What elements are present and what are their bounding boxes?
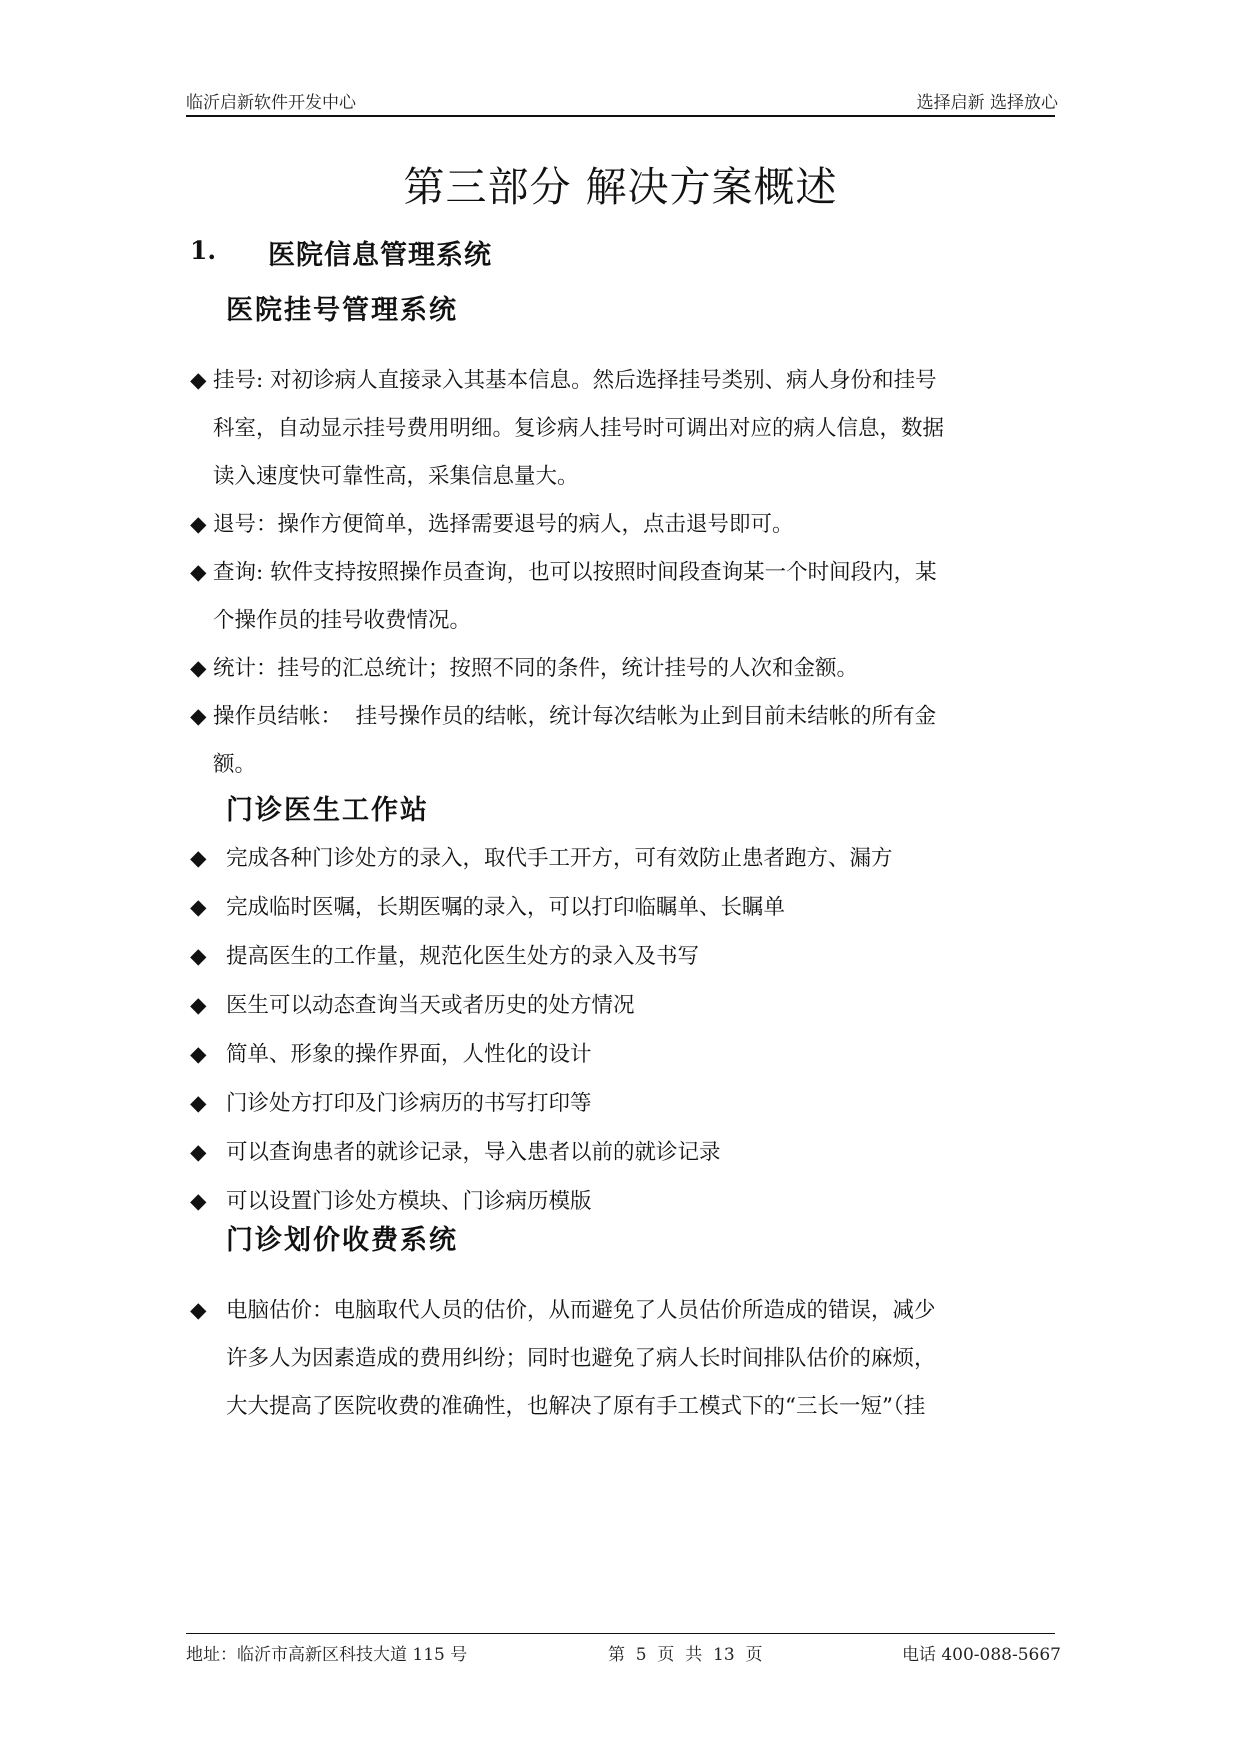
billing-list: [190, 1287, 1070, 1431]
bullet-diamond-icon: ◆: [190, 1140, 207, 1165]
footer-address: 地址：临沂市高新区科技大道 115 号: [186, 1645, 468, 1665]
bullet-diamond-icon: ◆: [190, 512, 207, 537]
registration-item-continued: 个操作员的挂号收费情况。: [213, 608, 472, 633]
bullet-diamond-icon: ◆: [190, 1042, 207, 1067]
registration-item: ◆ 操作员结帐： 挂号操作员的结帐，统计每次结帐为止到目前未结帐的所有金: [190, 693, 1070, 741]
bullet-diamond-icon: ◆: [190, 368, 207, 393]
bullet-diamond-icon: ◆: [190, 846, 207, 871]
clinic-item: ◆ 门诊处方打印及门诊病历的书写打印等: [190, 1079, 1070, 1128]
registration-item-continued: 科室，自动显示挂号费用明细。复诊病人挂号时可调出对应的病人信息，数据: [213, 416, 945, 441]
header-company: 临沂启新软件开发中心: [186, 93, 356, 113]
registration-list: [190, 357, 1070, 789]
header-slogan: 选择启新 选择放心: [916, 93, 1058, 113]
billing-heading: 门诊划价收费系统: [226, 1225, 458, 1256]
registration-item: ◆ 统计：挂号的汇总统计；按照不同的条件，统计挂号的人次和金额。: [190, 645, 1070, 693]
registration-item: ◆ 查询: 软件支持按照操作员查询，也可以按照时间段查询某一个时间段内，某: [190, 549, 1070, 597]
bullet-diamond-icon: ◆: [190, 993, 207, 1018]
bullet-diamond-icon: ◆: [190, 704, 207, 729]
footer-page-number: 第 5 页 共 13 页: [608, 1645, 763, 1665]
registration-item: ◆ 退号：操作方便简单，选择需要退号的病人，点击退号即可。: [190, 501, 1070, 549]
billing-item-continued: 大大提高了医院收费的准确性，也解决了原有手工模式下的“三长一短”（挂: [226, 1394, 926, 1419]
billing-item-continued: 许多人为因素造成的费用纠纷；同时也避免了病人长时间排队估价的麻烦，: [226, 1346, 936, 1371]
clinic-item: ◆ 可以设置门诊处方模块、门诊病历模版: [190, 1177, 1070, 1226]
bullet-diamond-icon: ◆: [190, 1189, 207, 1214]
registration-item-continued: 读入速度快可靠性高，采集信息量大。: [213, 464, 579, 489]
bullet-diamond-icon: ◆: [190, 560, 207, 585]
clinic-item: ◆ 可以查询患者的就诊记录，导入患者以前的就诊记录: [190, 1128, 1070, 1177]
clinic-item: ◆ 完成临时医嘱，长期医嘱的录入，可以打印临瞩单、长瞩单: [190, 883, 1070, 932]
footer-divider: [186, 1633, 1055, 1634]
footer-phone: 电话 400-088-5667: [901, 1645, 1061, 1665]
page-title: 第三部分 解决方案概述: [403, 163, 838, 211]
billing-item: ◆ 电脑估价：电脑取代人员的估价，从而避免了人员估价所造成的错误，减少: [190, 1287, 1070, 1335]
bullet-diamond-icon: ◆: [190, 944, 207, 969]
bullet-diamond-icon: ◆: [190, 1091, 207, 1116]
registration-item: ◆ 挂号: 对初诊病人直接录入其基本信息。然后选择挂号类别、病人身份和挂号: [190, 357, 1070, 405]
clinic-list: [190, 834, 1070, 1226]
header-divider: [186, 115, 1055, 117]
bullet-diamond-icon: ◆: [190, 895, 207, 920]
clinic-item: ◆ 完成各种门诊处方的录入，取代手工开方，可有效防止患者跑方、漏方: [190, 834, 1070, 883]
clinic-item: ◆ 医生可以动态查询当天或者历史的处方情况: [190, 981, 1070, 1030]
registration-item-continued: 额。: [213, 752, 257, 777]
clinic-item: ◆ 简单、形象的操作界面，人性化的设计: [190, 1030, 1070, 1079]
registration-heading: 医院挂号管理系统: [226, 295, 458, 326]
bullet-diamond-icon: ◆: [190, 656, 207, 681]
clinic-heading: 门诊医生工作站: [226, 795, 429, 826]
clinic-item: ◆ 提高医生的工作量，规范化医生处方的录入及书写: [190, 932, 1070, 981]
bullet-diamond-icon: ◆: [190, 1298, 207, 1323]
section-title: 医院信息管理系统: [268, 240, 492, 271]
section-number: 1.: [190, 236, 217, 265]
